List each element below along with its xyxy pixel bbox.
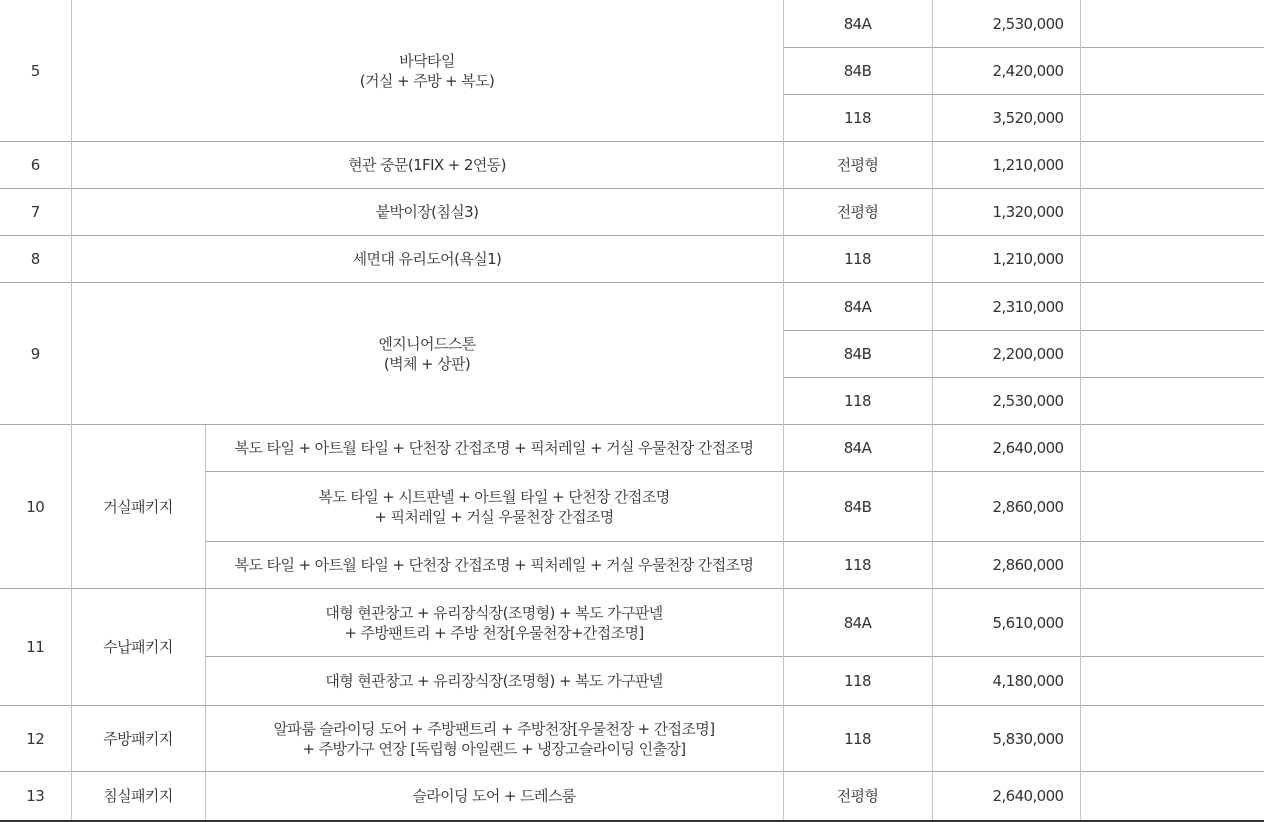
row-number: 12 (0, 706, 71, 772)
row-number: 10 (0, 425, 71, 589)
unit-type: 84A (783, 283, 932, 331)
package-detail (205, 706, 783, 772)
table-row (0, 706, 1264, 772)
remark-cell (1080, 657, 1264, 706)
price: 3,520,000 (932, 95, 1080, 142)
package-detail-line: 복도 타일 + 시트판넬 + 아트월 타일 + 단천장 간접조명 (318, 487, 670, 506)
price: 2,640,000 (932, 425, 1080, 472)
table-row (0, 772, 1264, 821)
unit-type: 118 (783, 542, 932, 589)
price: 2,310,000 (932, 283, 1080, 331)
price: 2,860,000 (932, 472, 1080, 542)
remark-cell (1080, 331, 1264, 378)
remark-cell (1080, 378, 1264, 425)
unit-type: 84A (783, 589, 932, 657)
row-number: 8 (0, 236, 71, 283)
unit-type: 전평형 (783, 772, 932, 821)
price: 1,320,000 (932, 189, 1080, 236)
table-row (0, 236, 1264, 283)
package-detail-line: + 주방가구 연장 [독립형 아일랜드 + 냉장고슬라이딩 인출장] (302, 739, 686, 758)
table-row (0, 189, 1264, 236)
option-item: 세면대 유리도어(욕실1) (71, 236, 783, 283)
package-name: 수납패키지 (71, 589, 205, 706)
unit-type: 전평형 (783, 189, 932, 236)
table-row (0, 0, 1264, 48)
remark-cell (1080, 772, 1264, 821)
unit-type: 118 (783, 657, 932, 706)
unit-type: 84B (783, 48, 932, 95)
unit-type: 118 (783, 378, 932, 425)
remark-cell (1080, 48, 1264, 95)
remark-cell (1080, 142, 1264, 189)
package-detail-line: 알파룸 슬라이딩 도어 + 주방팬트리 + 주방천장[우물천장 + 간접조명] (273, 719, 715, 738)
price: 2,200,000 (932, 331, 1080, 378)
option-item-line: (벽체 + 상판) (383, 354, 471, 373)
package-detail-line: 대형 현관창고 + 유리장식장(조명형) + 복도 가구판넬 (325, 603, 663, 622)
remark-cell (1080, 542, 1264, 589)
option-item: 현관 중문(1FIX + 2연동) (71, 142, 783, 189)
remark-cell (1080, 589, 1264, 657)
price: 2,530,000 (932, 0, 1080, 48)
price: 2,530,000 (932, 378, 1080, 425)
unit-type: 118 (783, 706, 932, 772)
table-row (0, 589, 1264, 657)
remark-cell (1080, 472, 1264, 542)
row-number: 13 (0, 772, 71, 821)
price: 2,860,000 (932, 542, 1080, 589)
remark-cell (1080, 95, 1264, 142)
package-detail: 슬라이딩 도어 + 드레스룸 (205, 772, 783, 821)
row-number: 11 (0, 589, 71, 706)
remark-cell (1080, 236, 1264, 283)
package-detail: 복도 타일 + 아트월 타일 + 단천장 간접조명 + 픽처레일 + 거실 우물천장 간접조명 (205, 425, 783, 472)
package-detail-line: + 주방팬트리 + 주방 천장[우물천장+간접조명] (344, 623, 644, 642)
price: 5,610,000 (932, 589, 1080, 657)
package-name: 주방패키지 (71, 706, 205, 772)
price: 1,210,000 (932, 236, 1080, 283)
remark-cell (1080, 0, 1264, 48)
remark-cell (1080, 706, 1264, 772)
package-name: 거실패키지 (71, 425, 205, 589)
remark-cell (1080, 425, 1264, 472)
row-number: 7 (0, 189, 71, 236)
package-detail: 복도 타일 + 아트월 타일 + 단천장 간접조명 + 픽처레일 + 거실 우물천장 간접조명 (205, 542, 783, 589)
table-row (0, 142, 1264, 189)
unit-type: 84A (783, 425, 932, 472)
option-item-line: (거실 + 주방 + 복도) (359, 71, 495, 90)
option-item (71, 283, 783, 425)
option-item: 붙박이장(침실3) (71, 189, 783, 236)
package-detail: 대형 현관창고 + 유리장식장(조명형) + 복도 가구판넬 (205, 657, 783, 706)
package-name: 침실패키지 (71, 772, 205, 821)
price: 2,420,000 (932, 48, 1080, 95)
table-row (0, 283, 1264, 331)
option-item-line: 엔지니어드스톤 (378, 334, 476, 353)
table-row (0, 425, 1264, 472)
option-item (71, 0, 783, 142)
row-number: 9 (0, 283, 71, 425)
row-number: 6 (0, 142, 71, 189)
remark-cell (1080, 189, 1264, 236)
option-item-line: 바닥타일 (399, 51, 455, 70)
unit-type: 전평형 (783, 142, 932, 189)
remark-cell (1080, 283, 1264, 331)
price: 5,830,000 (932, 706, 1080, 772)
row-number: 5 (0, 0, 71, 142)
package-detail (205, 589, 783, 657)
unit-type: 84A (783, 0, 932, 48)
package-detail (205, 472, 783, 542)
price: 2,640,000 (932, 772, 1080, 821)
price: 1,210,000 (932, 142, 1080, 189)
unit-type: 118 (783, 95, 932, 142)
package-detail-line: + 픽처레일 + 거실 우물천장 간접조명 (374, 507, 614, 526)
price: 4,180,000 (932, 657, 1080, 706)
unit-type: 118 (783, 236, 932, 283)
unit-type: 84B (783, 331, 932, 378)
unit-type: 84B (783, 472, 932, 542)
